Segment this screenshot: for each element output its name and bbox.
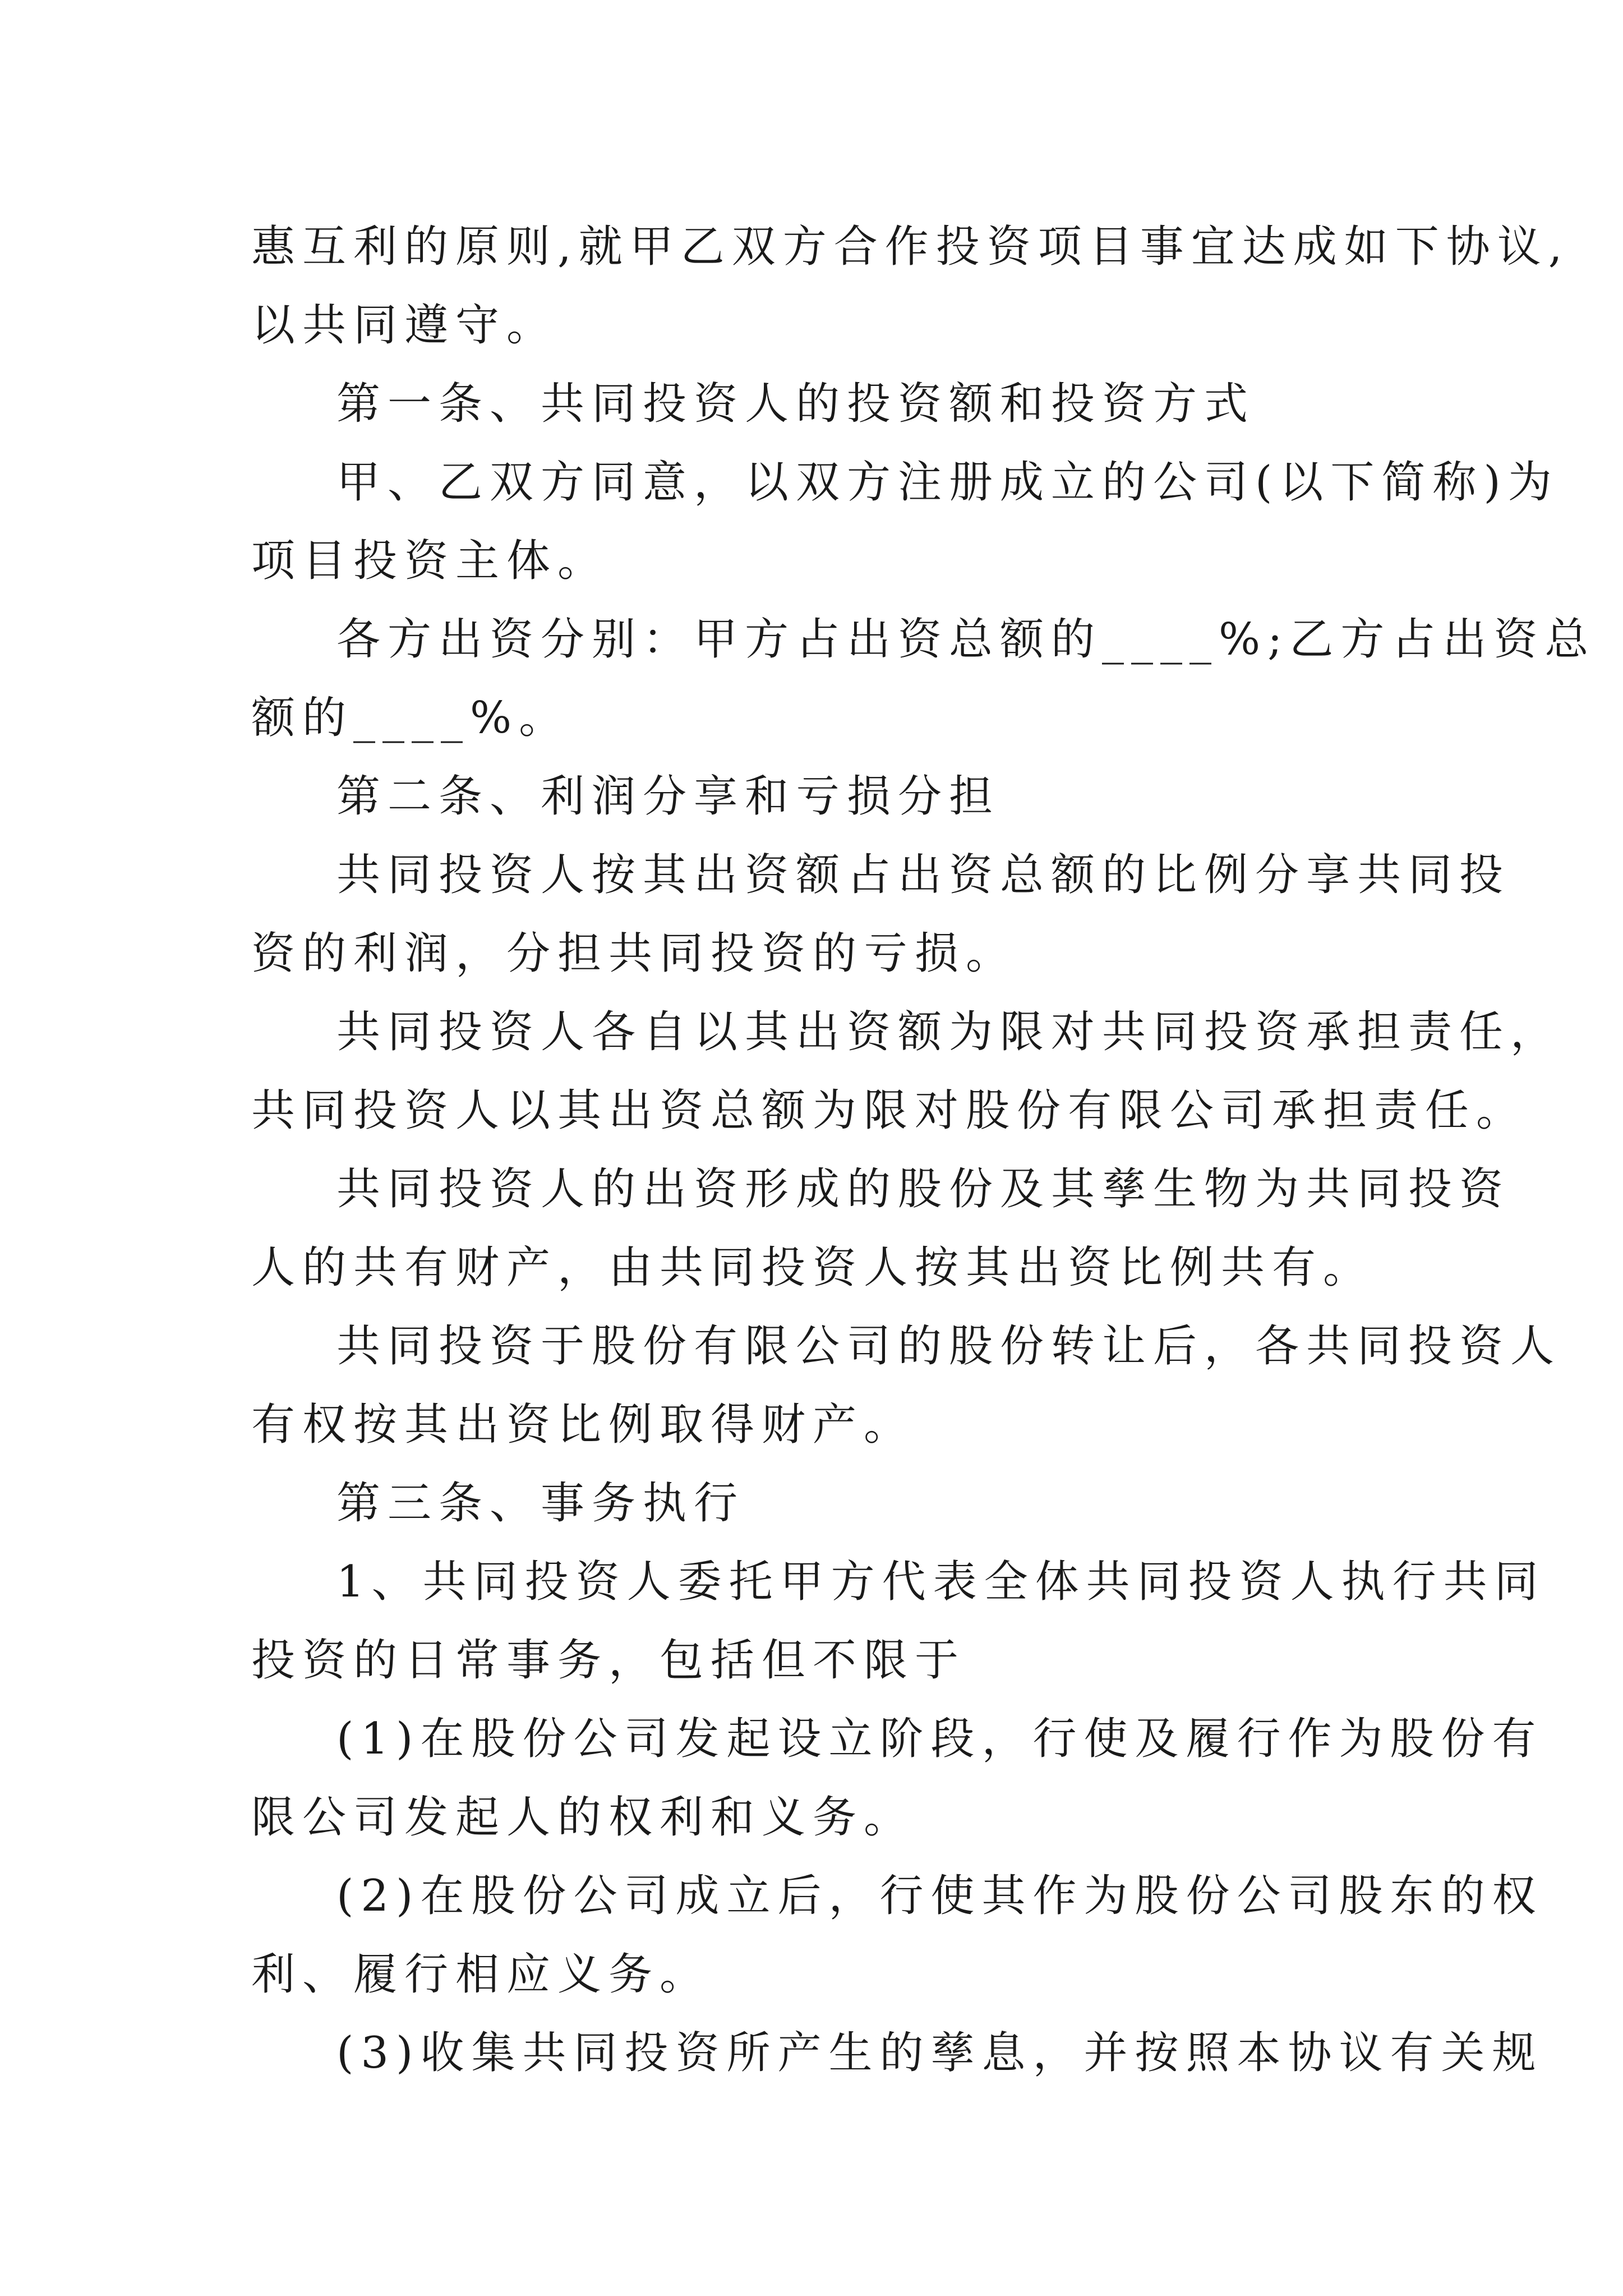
paragraph-line: 共同投资人各自以其出资额为限对共同投资承担责任， — [336, 1007, 1562, 1057]
paragraph-line: 1、共同投资人委托甲方代表全体共同投资人执行共同 — [336, 1557, 1546, 1607]
paragraph-line: 共同投资于股份有限公司的股份转让后，各共同投资人 — [336, 1321, 1562, 1372]
paragraph-line: 额的____%。 — [251, 693, 570, 743]
paragraph-line: 资的利润，分担共同投资的亏损。 — [251, 928, 1017, 979]
article-heading: 第一条、共同投资人的投资额和投资方式 — [336, 379, 1256, 429]
paragraph-line: 惠互利的原则,就甲乙双方合作投资项目事宜达成如下协议, — [251, 222, 1570, 272]
article-heading: 第三条、事务执行 — [336, 1478, 745, 1529]
paragraph-line: 限公司发起人的权利和义务。 — [251, 1792, 915, 1843]
paragraph-line: 各方出资分别：甲方占出资总额的____%;乙方占出资总 — [336, 614, 1596, 665]
paragraph-line: 以共同遵守。 — [251, 300, 558, 351]
article-heading: 第二条、利润分享和亏损分担 — [336, 771, 1000, 822]
paragraph-line: 投资的日常事务，包括但不限于 — [251, 1635, 966, 1686]
paragraph-line: 共同投资人的出资形成的股份及其孳生物为共同投资 — [336, 1164, 1511, 1214]
paragraph-line: (1)在股份公司发起设立阶段，行使及履行作为股份有 — [336, 1714, 1543, 1764]
paragraph-line: 利、履行相应义务。 — [251, 1949, 711, 2000]
paragraph-line: (3)收集共同投资所产生的孳息，并按照本协议有关规 — [336, 2028, 1543, 2078]
paragraph-line: 共同投资人按其出资额占出资总额的比例分享共同投 — [336, 850, 1511, 900]
paragraph-line: 共同投资人以其出资总额为限对股份有限公司承担责任。 — [251, 1085, 1528, 1136]
paragraph-line: 有权按其出资比例取得财产。 — [251, 1400, 915, 1450]
paragraph-line: 甲、乙双方同意，以双方注册成立的公司(以下简称)为 — [336, 457, 1559, 508]
paragraph-line: (2)在股份公司成立后，行使其作为股份公司股东的权 — [336, 1871, 1543, 1921]
paragraph-line: 人的共有财产，由共同投资人按其出资比例共有。 — [251, 1243, 1375, 1293]
paragraph-line: 项目投资主体。 — [251, 536, 609, 586]
